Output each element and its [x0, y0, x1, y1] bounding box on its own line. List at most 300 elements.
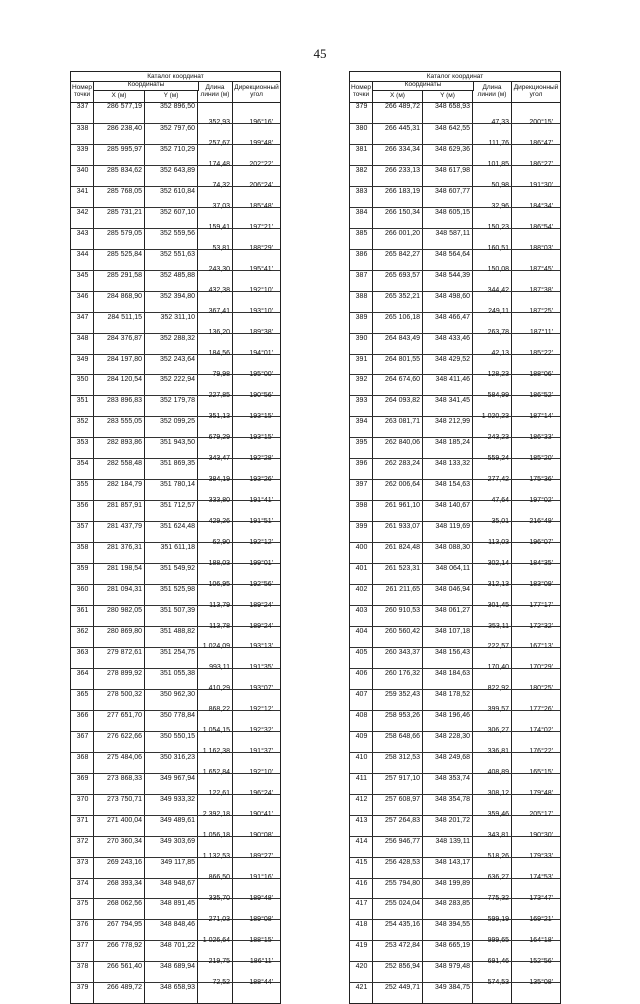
point-number: 362: [76, 628, 89, 635]
header-y: Y (м): [145, 90, 198, 102]
line-length: 62,90: [212, 538, 230, 546]
y-coordinate: 348 948,67: [159, 879, 195, 887]
y-coordinate: 348 154,63: [434, 481, 470, 489]
line-length: 518,26: [487, 853, 509, 861]
line-length: 72,52: [212, 978, 230, 986]
x-coordinate: 266 489,72: [384, 103, 420, 110]
y-coordinate: 348 617,98: [434, 166, 470, 174]
point-number: 401: [355, 565, 368, 573]
direction-angle: 200°15': [529, 119, 553, 127]
segment-row: [350, 747, 560, 756]
y-coordinate: 348 498,60: [434, 292, 470, 300]
x-coordinate: 267 794,95: [106, 921, 142, 929]
line-length: 336,81: [487, 748, 509, 756]
segment-row: [350, 894, 560, 903]
segment-row: [71, 957, 280, 966]
x-coordinate: 266 001,20: [384, 229, 420, 237]
header-line-length: Длина линии (м): [198, 81, 233, 102]
direction-angle: 196°07': [529, 538, 553, 546]
y-coordinate: 352 485,88: [159, 271, 195, 279]
x-coordinate: 278 500,32: [106, 690, 142, 698]
segment-row: [350, 202, 560, 211]
segment-row: [350, 915, 560, 924]
segment-row: [350, 433, 560, 442]
y-coordinate: 348 394,55: [434, 921, 470, 929]
point-number: 383: [355, 187, 368, 195]
direction-angle: 165°15': [529, 769, 553, 777]
point-number: 371: [76, 816, 89, 824]
line-length: 150,23: [487, 224, 509, 232]
line-length: 352,93: [208, 119, 230, 127]
x-coordinate: 266 561,40: [106, 963, 142, 971]
segment-row: [71, 978, 280, 987]
direction-angle: 185°48': [249, 203, 273, 211]
segment-row: [71, 223, 280, 232]
point-number: 343: [76, 229, 89, 237]
direction-angle: 187°11': [529, 329, 553, 337]
line-length: 1 026,64: [202, 936, 230, 944]
header-y: Y (м): [423, 90, 473, 102]
y-coordinate: 350 550,15: [159, 732, 195, 740]
direction-angle: 193°07': [249, 685, 273, 693]
point-number: 344: [76, 250, 89, 258]
x-coordinate: 268 393,34: [106, 879, 142, 887]
segment-row: [350, 139, 560, 148]
direction-angle: 199°01': [249, 559, 273, 567]
direction-angle: 186°52': [529, 391, 553, 399]
direction-angle: 170°29': [529, 664, 553, 672]
x-coordinate: 277 651,70: [106, 711, 142, 719]
y-coordinate: 348 411,46: [435, 376, 470, 384]
direction-angle: 192°10': [249, 769, 273, 777]
y-coordinate: 349 117,85: [160, 858, 195, 866]
direction-angle: 197°02': [529, 496, 553, 504]
point-number: 348: [76, 334, 89, 342]
y-coordinate: 348 139,11: [435, 837, 470, 845]
point-number: 337: [76, 103, 89, 110]
x-coordinate: 284 120,54: [106, 376, 142, 384]
line-length: 188,03: [208, 559, 230, 567]
y-coordinate: 348 178,52: [434, 690, 470, 698]
segment-row: [350, 601, 560, 610]
y-coordinate: 352 222,94: [159, 376, 195, 384]
segment-row: [71, 475, 280, 484]
direction-angle: 192°12': [249, 706, 273, 714]
point-number: 413: [355, 816, 368, 824]
line-length: 249,11: [488, 308, 509, 316]
y-coordinate: 352 896,50: [159, 103, 195, 110]
line-length: 271,03: [208, 915, 230, 923]
direction-angle: 172°32': [529, 622, 553, 630]
x-coordinate: 285 834,62: [106, 166, 142, 174]
y-coordinate: 348 341,45: [434, 397, 470, 405]
line-length: 219,75: [208, 957, 230, 965]
line-length: 160,51: [487, 245, 509, 253]
direction-angle: 167°13': [529, 643, 553, 651]
line-length: 429,26: [208, 517, 230, 525]
y-coordinate: 352 243,64: [159, 355, 195, 363]
point-number: 398: [355, 502, 368, 510]
x-coordinate: 283 896,83: [106, 397, 142, 405]
x-coordinate: 282 184,79: [106, 481, 142, 489]
point-number: 421: [355, 984, 368, 992]
line-length: 111,76: [488, 140, 509, 148]
y-coordinate: 351 507,39: [159, 607, 195, 615]
line-length: 351,13: [208, 412, 230, 420]
segment-row: [71, 286, 280, 295]
direction-angle: 191°41': [249, 496, 273, 504]
x-coordinate: 279 872,61: [106, 648, 142, 656]
y-coordinate: 348 629,36: [434, 145, 470, 153]
y-coordinate: 348 184,63: [434, 669, 470, 677]
x-coordinate: 261 933,07: [384, 523, 420, 531]
y-coordinate: 351 624,48: [159, 523, 195, 531]
line-length: 367,41: [208, 308, 230, 316]
line-length: 113,79: [209, 601, 230, 609]
direction-angle: 192°56': [249, 580, 273, 588]
x-coordinate: 280 982,05: [106, 607, 142, 615]
point-number: 380: [355, 124, 368, 132]
x-coordinate: 273 868,33: [106, 774, 142, 782]
point-number: 350: [76, 376, 89, 384]
x-coordinate: 286 238,40: [106, 124, 142, 132]
direction-angle: 185°22': [529, 350, 553, 358]
segment-row: [71, 789, 280, 798]
segment-row: [71, 412, 280, 421]
segment-row: [71, 328, 280, 337]
segment-row: [71, 265, 280, 274]
y-coordinate: 348 199,89: [434, 879, 470, 887]
line-length: 227,85: [208, 391, 230, 399]
line-length: 999,65: [487, 936, 509, 944]
header-point-number: Номер точки: [350, 81, 373, 102]
x-coordinate: 255 024,04: [384, 900, 420, 908]
point-number: 353: [76, 439, 89, 447]
page-number: 45: [313, 46, 327, 61]
line-length: 243,23: [487, 433, 509, 441]
point-number: 394: [355, 418, 368, 426]
direction-angle: 187°14': [529, 412, 553, 420]
y-coordinate: 351 488,82: [159, 628, 195, 635]
direction-angle: 191°35': [249, 664, 273, 672]
direction-angle: 180°25': [529, 685, 553, 693]
line-length: 101,85: [487, 161, 509, 169]
y-coordinate: 350 316,23: [159, 753, 195, 761]
point-number: 393: [355, 397, 368, 405]
line-length: 47,33: [491, 119, 509, 127]
direction-angle: 193°13': [249, 643, 273, 651]
x-coordinate: 281 376,31: [106, 544, 142, 552]
x-coordinate: 285 995,97: [106, 145, 142, 153]
segment-row: [350, 223, 560, 232]
point-number: 391: [355, 355, 368, 363]
line-length: 775,32: [487, 894, 509, 902]
direction-angle: 189°08': [249, 915, 273, 923]
x-coordinate: 256 946,77: [384, 837, 420, 845]
x-coordinate: 265 842,27: [384, 250, 420, 258]
line-length: 559,24: [487, 454, 509, 462]
x-coordinate: 257 917,10: [384, 774, 420, 782]
y-coordinate: 349 933,32: [159, 795, 195, 803]
segment-row: [71, 663, 280, 672]
direction-angle: 191°51': [249, 517, 273, 525]
y-coordinate: 352 099,25: [159, 418, 195, 426]
point-number: 382: [355, 166, 368, 174]
segment-row: [350, 181, 560, 190]
segment-row: [350, 726, 560, 735]
line-length: 32,96: [491, 203, 509, 211]
x-coordinate: 255 794,80: [384, 879, 420, 887]
x-coordinate: 284 511,15: [107, 313, 142, 321]
segment-row: [350, 852, 560, 861]
point-number: 403: [355, 607, 368, 615]
y-coordinate: 348 433,46: [434, 334, 470, 342]
y-coordinate: 348 249,68: [434, 753, 470, 761]
point-number: 386: [355, 250, 368, 258]
segment-row: [350, 160, 560, 169]
line-length: 243,30: [208, 266, 230, 274]
direction-angle: 191°37': [249, 748, 273, 756]
point-number: 367: [76, 732, 89, 740]
line-length: 150,08: [487, 266, 509, 274]
point-number: 396: [355, 460, 368, 468]
point-number: 347: [76, 313, 89, 321]
direction-angle: 184°34': [529, 203, 553, 211]
direction-angle: 192°10': [249, 287, 273, 295]
direction-angle: 173°47': [529, 894, 553, 902]
point-number: 400: [355, 544, 368, 552]
line-length: 1 056,18: [202, 832, 230, 840]
segment-row: [71, 642, 280, 651]
point-number: 377: [76, 942, 89, 950]
point-number: 397: [355, 481, 368, 489]
direction-angle: 177°26': [529, 706, 553, 714]
coordinate-catalog-table-left: [70, 71, 281, 1004]
segment-row: [350, 684, 560, 693]
segment-row: [71, 831, 280, 840]
y-coordinate: 348 046,94: [434, 586, 470, 594]
segment-row: [350, 957, 560, 966]
line-length: 1 162,38: [202, 748, 230, 756]
line-length: 410,29: [208, 685, 230, 693]
segment-row: [71, 726, 280, 735]
line-length: 128,23: [487, 370, 509, 378]
y-coordinate: 348 228,30: [434, 732, 470, 740]
x-coordinate: 281 857,91: [106, 502, 142, 510]
y-coordinate: 348 353,74: [434, 774, 470, 782]
line-length: 679,29: [208, 433, 230, 441]
direction-angle: 216°49': [529, 517, 553, 525]
point-number: 369: [76, 774, 89, 782]
segment-row: [350, 475, 560, 484]
x-coordinate: 258 953,26: [384, 711, 420, 719]
header-coordinates: Координаты: [94, 81, 199, 91]
segment-row: [71, 894, 280, 903]
point-number: 381: [355, 145, 368, 153]
y-coordinate: 352 797,60: [159, 124, 195, 132]
y-coordinate: 348 156,43: [434, 648, 470, 656]
x-coordinate: 285 731,21: [106, 208, 142, 216]
line-length: 74,32: [212, 182, 230, 190]
x-coordinate: 266 183,19: [384, 187, 420, 195]
line-length: 2 392,18: [202, 811, 230, 819]
point-number: 402: [355, 586, 368, 594]
line-length: 113,78: [209, 622, 230, 630]
x-coordinate: 266 778,92: [106, 942, 142, 950]
point-number: 352: [76, 418, 89, 426]
y-coordinate: 348 689,94: [159, 963, 195, 971]
point-number: 399: [355, 523, 368, 531]
direction-angle: 192°12': [249, 538, 273, 546]
y-coordinate: 352 710,29: [159, 145, 195, 153]
point-number: 387: [355, 271, 368, 279]
direction-angle: 192°28': [249, 454, 273, 462]
line-length: 277,42: [487, 475, 509, 483]
coordinate-catalog-table-right: [349, 71, 561, 1004]
direction-angle: 196°16': [249, 119, 273, 127]
line-length: 106,95: [208, 580, 230, 588]
segment-row: [350, 559, 560, 568]
point-number: 345: [76, 271, 89, 279]
direction-angle: 188°44': [249, 978, 273, 986]
y-coordinate: 348 119,69: [435, 523, 470, 531]
y-coordinate: 348 429,52: [434, 355, 470, 363]
direction-angle: 193°10': [249, 308, 273, 316]
y-coordinate: 352 311,10: [160, 313, 195, 321]
direction-angle: 188°15': [249, 936, 273, 944]
line-length: 333,80: [208, 496, 230, 504]
point-number: 416: [355, 879, 368, 887]
x-coordinate: 264 801,55: [384, 355, 420, 363]
direction-angle: 190°41': [249, 811, 273, 819]
direction-angle: 184°35': [529, 559, 553, 567]
segment-row: [71, 517, 280, 526]
segment-row: [71, 601, 280, 610]
segment-row: [71, 852, 280, 861]
direction-angle: 177°17': [529, 601, 553, 609]
line-length: 335,70: [208, 894, 230, 902]
x-coordinate: 285 291,58: [106, 271, 142, 279]
segment-row: [71, 705, 280, 714]
direction-angle: 186°27': [529, 161, 553, 169]
direction-angle: 197°21': [249, 224, 273, 232]
line-length: 37,03: [212, 203, 230, 211]
y-coordinate: 352 394,80: [159, 292, 195, 300]
y-coordinate: 351 254,75: [159, 648, 195, 656]
y-coordinate: 348 848,46: [159, 921, 195, 929]
segment-row: [71, 454, 280, 463]
x-coordinate: 266 150,34: [384, 208, 420, 216]
point-number: 372: [76, 837, 89, 845]
segment-row: [71, 160, 280, 169]
point-number: 415: [355, 858, 368, 866]
y-coordinate: 351 943,50: [159, 439, 195, 447]
y-coordinate: 348 607,77: [434, 187, 470, 195]
x-coordinate: 257 608,97: [384, 795, 420, 803]
direction-angle: 202°22': [249, 161, 273, 169]
line-length: 263,78: [487, 329, 509, 337]
segment-row: [350, 244, 560, 253]
y-coordinate: 348 979,48: [434, 963, 470, 971]
point-number: 378: [76, 963, 89, 971]
point-number: 351: [76, 397, 89, 405]
line-length: 301,45: [487, 601, 509, 609]
y-coordinate: 352 610,84: [159, 187, 195, 195]
segment-row: [350, 118, 560, 127]
segment-row: [350, 517, 560, 526]
line-length: 184,56: [208, 350, 230, 358]
x-coordinate: 278 899,92: [106, 669, 142, 677]
y-coordinate: 348 196,46: [434, 711, 470, 719]
segment-row: [71, 559, 280, 568]
line-length: 113,03: [488, 538, 509, 546]
point-number: 364: [76, 669, 89, 677]
y-coordinate: 350 962,30: [159, 690, 195, 698]
line-length: 691,46: [487, 957, 509, 965]
direction-angle: 187°38': [529, 287, 553, 295]
table-header: [350, 72, 560, 103]
y-coordinate: 348 587,11: [435, 229, 470, 237]
segment-row: [71, 873, 280, 882]
direction-angle: 186°33': [529, 433, 553, 441]
segment-row: [350, 538, 560, 547]
segment-row: [350, 768, 560, 777]
x-coordinate: 254 435,16: [384, 921, 420, 929]
direction-angle: 189°48': [249, 894, 273, 902]
x-coordinate: 275 484,06: [106, 753, 142, 761]
x-coordinate: 282 893,86: [106, 439, 142, 447]
x-coordinate: 284 197,80: [106, 355, 142, 363]
segment-row: [71, 936, 280, 945]
direction-angle: 179°33': [529, 853, 553, 861]
x-coordinate: 261 961,10: [384, 502, 420, 510]
y-coordinate: 348 658,93: [159, 984, 195, 992]
line-length: 584,99: [487, 391, 509, 399]
y-coordinate: 348 061,27: [434, 607, 470, 615]
x-coordinate: 285 768,05: [106, 187, 142, 195]
y-coordinate: 348 354,78: [434, 795, 470, 803]
x-coordinate: 258 648,66: [384, 732, 420, 740]
point-number: 365: [76, 690, 89, 698]
direction-angle: 174°02': [529, 727, 553, 735]
point-number: 405: [355, 648, 368, 656]
line-length: 384,19: [208, 475, 230, 483]
x-coordinate: 285 525,84: [106, 250, 142, 258]
point-number: 379: [355, 103, 368, 110]
line-length: 79,98: [212, 370, 230, 378]
y-coordinate: 348 143,17: [434, 858, 470, 866]
direction-angle: 169°21': [529, 915, 553, 923]
header-direction-angle: Дирекционный угол: [234, 84, 279, 98]
line-length: 47,64: [491, 496, 509, 504]
y-coordinate: 348 064,11: [435, 565, 470, 573]
direction-angle: 190°30': [529, 832, 553, 840]
point-number: 408: [355, 711, 368, 719]
x-coordinate: 252 449,71: [384, 984, 420, 992]
direction-angle: 193°26': [249, 475, 273, 483]
direction-angle: 189°24': [249, 601, 273, 609]
x-coordinate: 257 264,83: [384, 816, 420, 824]
line-length: 174,48: [208, 161, 230, 169]
point-number: 388: [355, 292, 368, 300]
point-number: 410: [355, 753, 368, 761]
segment-row: [71, 391, 280, 400]
y-coordinate: 349 384,75: [434, 984, 470, 992]
direction-angle: 205°17': [529, 811, 553, 819]
segment-row: [71, 370, 280, 379]
y-coordinate: 349 303,69: [159, 837, 195, 845]
point-number: 385: [355, 229, 368, 237]
